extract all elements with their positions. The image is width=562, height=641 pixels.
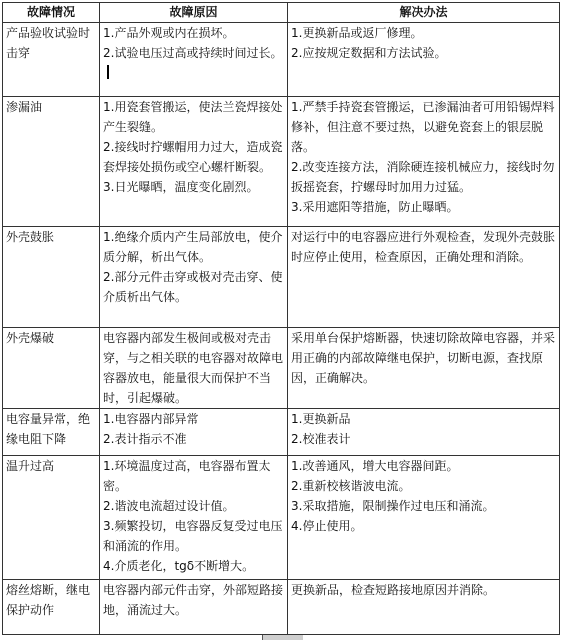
fault-solution-cell: [288, 97, 560, 227]
header-cause: 故障原因: [100, 3, 288, 23]
fault-cause-cell: [100, 97, 288, 227]
solution-item: 2.重新校核谐波电流。: [291, 479, 411, 493]
fault-symptom-cell: 外壳鼓胀: [3, 227, 100, 328]
table-row: [3, 227, 560, 328]
fault-table: [2, 2, 560, 635]
fault-symptom-cell: 产品验收试验时击穿: [3, 23, 100, 97]
cause-item: 2.试验电压过高或持续时间过长。: [103, 43, 286, 83]
cause-item: 2.接线时拧螺帽用力过大，造成瓷套焊接处损伤或空心螺杆断裂。: [103, 140, 283, 174]
cause-item: 1.产品外观或内在损坏。: [103, 26, 235, 40]
cause-item: 3.日光曝晒，温度变化剧烈。: [103, 180, 259, 194]
solution-item: 对运行中的电容器应进行外观检查，发现外壳鼓胀时应停止使用，检查原因，正确处理和消除。: [291, 230, 556, 264]
solution-item: 1.更换新品: [291, 412, 351, 426]
solution-item: 4.停止使用。: [291, 519, 363, 533]
fault-solution-cell: [288, 580, 560, 635]
fault-cause-cell: [100, 580, 288, 635]
cause-item: 1.电容器内部异常: [103, 412, 199, 426]
cause-item: 电容器内部元件击穿，外部短路接地，涌流过大。: [103, 583, 284, 617]
fault-symptom-cell: 渗漏油: [3, 97, 100, 227]
solution-item: 采用单台保护熔断器，快速切除故障电容器，并采用正确的内部故障继电保护，切断电源，查找原因，正确解决。: [291, 331, 556, 385]
fault-symptom-cell: 电容量异常，绝缘电阻下降: [3, 409, 100, 456]
fault-solution-cell: [288, 456, 560, 580]
fault-solution-cell: [288, 409, 560, 456]
fault-cause-cell: [100, 227, 288, 328]
solution-item: 1.更换新品或返厂修理。: [291, 26, 423, 40]
cause-item: 2.表计指示不准: [103, 432, 187, 446]
solution-item: 2.应按规定数据和方法试验。: [291, 46, 447, 60]
text-cursor: [107, 65, 109, 79]
cause-item: 1.环境温度过高，电容器布置太密。: [103, 459, 271, 493]
solution-item: 3.采取措施，限制操作过电压和涌流。: [291, 499, 495, 513]
cause-item: 1.用瓷套管搬运，使法兰瓷焊接处产生裂缝。: [103, 100, 283, 134]
solution-item: 更换新品，检查短路接地原因并消除。: [291, 583, 496, 597]
solution-item: 3.采用遮阳等措施，防止曝晒。: [291, 200, 459, 214]
header-symptom: 故障情况: [3, 3, 100, 23]
fault-solution-cell: [288, 23, 560, 97]
fault-symptom-cell: 熔丝熔断，继电保护动作: [3, 580, 100, 635]
table-row: [3, 328, 560, 409]
fault-symptom-cell: 温升过高: [3, 456, 100, 580]
solution-item: 2.校准表计: [291, 432, 351, 446]
cause-item: 4.介质老化，tgδ不断增大。: [103, 559, 255, 573]
fault-cause-cell: [100, 23, 288, 97]
fault-solution-cell: [288, 227, 560, 328]
cause-item: 2.部分元件击穿或极对壳击穿、使介质析出气体。: [103, 270, 283, 304]
table-row: [3, 580, 560, 635]
table-row: [3, 409, 560, 456]
solution-item: 2.改变连接方法，消除硬连接机械应力，接线时勿扳摇瓷套，拧螺母时加用力过猛。: [291, 160, 555, 194]
cause-item: 2.谐波电流超过设计值。: [103, 499, 235, 513]
cause-item: 1.绝缘介质内产生局部放电，使介质分解，析出气体。: [103, 230, 283, 264]
solution-item: 1.改善通风，增大电容器间距。: [291, 459, 459, 473]
fault-solution-cell: [288, 328, 560, 409]
solution-item: 1.严禁手持瓷套管搬运，已渗漏油者可用铅锡焊料修补，但注意不要过热，以避免瓷套上的银层脱落。: [291, 100, 555, 154]
table-row: [3, 456, 560, 580]
header-solution: 解决办法: [288, 3, 560, 23]
fault-cause-cell: [100, 456, 288, 580]
table-row: [3, 97, 560, 227]
fault-cause-cell: [100, 328, 288, 409]
cause-item: 3.频繁投切，电容器反复受过电压和涌流的作用。: [103, 519, 283, 553]
cause-item: 电容器内部发生极间或极对壳击穿，与之相关联的电容器对故障电容器放电，能量很大而保护不当时，引起爆破。: [103, 331, 284, 405]
header-row: [3, 3, 560, 23]
table-row: [3, 23, 560, 97]
scroll-remnant: [262, 635, 303, 640]
fault-symptom-cell: 外壳爆破: [3, 328, 100, 409]
fault-cause-cell: [100, 409, 288, 456]
